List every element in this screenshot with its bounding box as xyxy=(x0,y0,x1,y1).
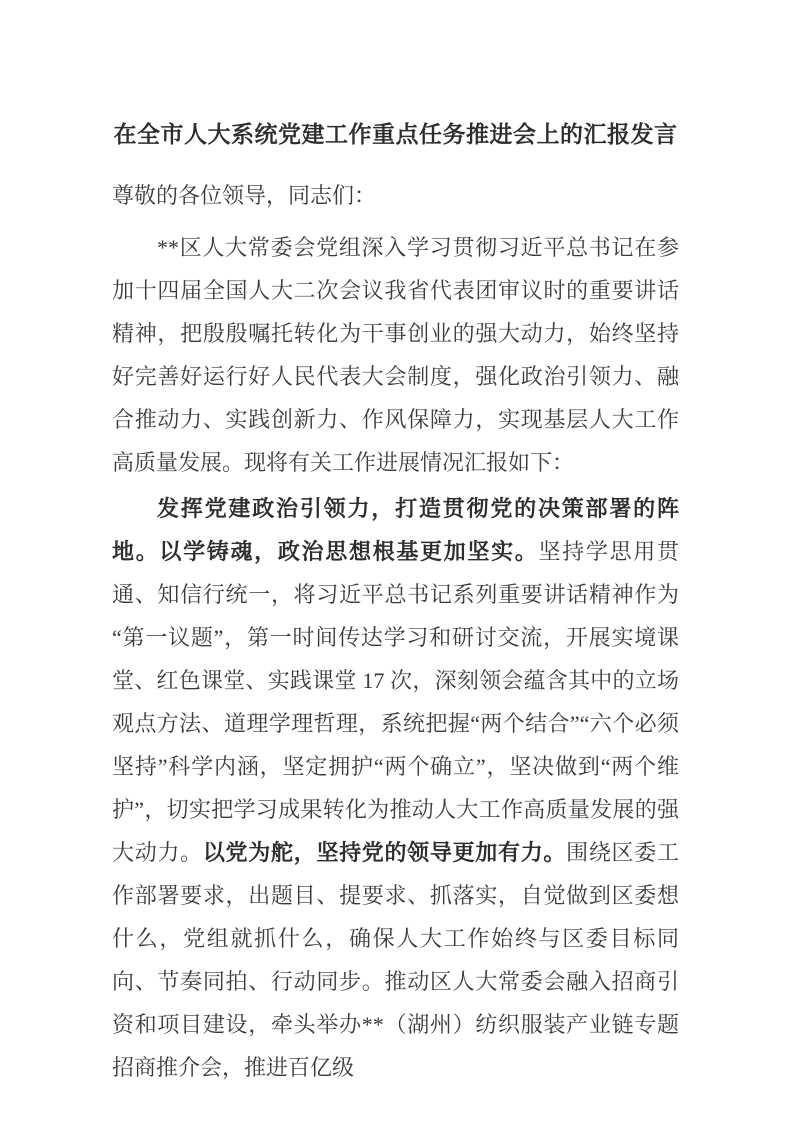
section1-body-2: 围绕区委工作部署要求，出题目、提要求、抓落实，自觉做到区委想什么，党组就抓什么，确保人大工作始终与区委目标同向、节奏同拍、行动同步。推动区人大常委会融入招商引资和项目建设，牵头举办**（湖州）纺织服装产业链专题招商推介会，推进百亿级 xyxy=(112,840,679,1080)
paragraph-section-1 xyxy=(112,487,679,1089)
paragraph-intro xyxy=(112,226,679,484)
section1-lead-bold: 发挥党建政治引领力，打造贯彻党的决策部署的阵地。以学铸魂，政治思想根基更加坚实。 xyxy=(112,496,679,564)
document-title: 在全市人大系统党建工作重点任务推进会上的汇报发言 xyxy=(113,122,678,147)
intro-text: **区人大常委会党组深入学习贯彻习近平总书记在参加十四届全国人大二次会议我省代表团审议时的重要讲话精神，把殷殷嘱托转化为干事创业的强大动力，始终坚持好完善好运行好人民代表大会制度，强化政治引领力、融合推动力、实践创新力、作风保障力，实现基层人大工作高质量发展。现将有关工作进展情况汇报如下： xyxy=(112,235,679,475)
greeting-line: 尊敬的各位领导，同志们： xyxy=(112,183,377,208)
section1-body-1: 坚持学思用贯通、知信行统一，将习近平总书记系列重要讲话精神作为“第一议题”，第一时间传达学习和研讨交流，开展实境课堂、红色课堂、实践课堂 17 次，深刻领会蕴含其中的立场观点方法、道理学理哲理，系统把握“两个结合”“六个必须坚持”科学内涵，坚定拥护“两个确立”，坚决做到“两个维护”，切实把学习成果转化为推动人大工作高质量发展的强大动力。 xyxy=(112,539,679,865)
section1-mid-bold: 以党为舵，坚持党的领导更加有力。 xyxy=(202,840,567,865)
